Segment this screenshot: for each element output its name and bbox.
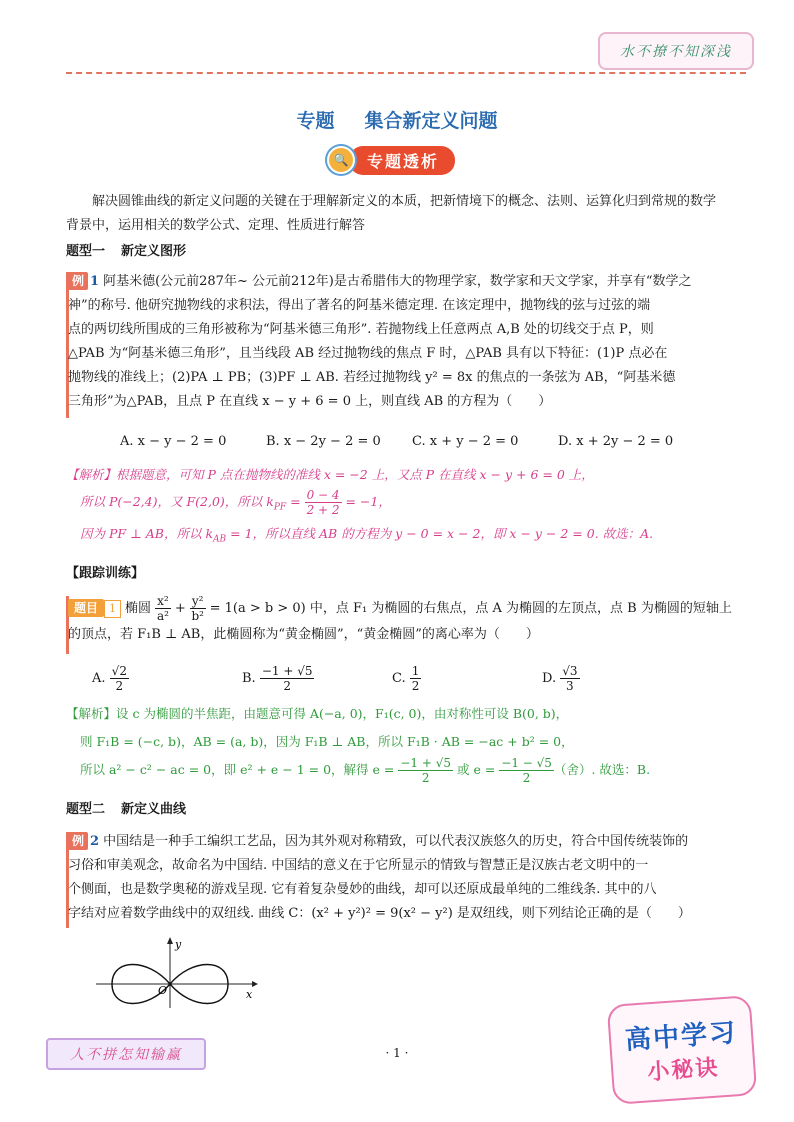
option-c: C. x + y − 2 = 0: [412, 434, 519, 449]
option-a: A. x − y − 2 = 0: [120, 434, 227, 449]
task-1: [68, 594, 732, 647]
x-label: x: [246, 988, 253, 1001]
example-1-line-2: 神”的称号. 他研究抛物线的求积法，得出了著名的阿基米德定理. 在该定理中，抛物线的弦与过弦的端: [68, 298, 651, 313]
option-d: D. x + 2y − 2 = 0: [558, 434, 674, 449]
section-banner: [327, 146, 455, 174]
example-1-line-4: △PAB 为“阿基米德三角形”，且当线段 AB 经过抛物线的焦点 F 时，△PAB 具有以下特征：(1)P 点必在: [68, 346, 668, 361]
example-2: [68, 830, 732, 926]
example-number: 1: [90, 274, 100, 289]
intro-paragraph: [66, 190, 732, 238]
example-label: 例: [68, 272, 88, 290]
x-fraction: $\frac{\text{x²}}{\text{a²}}$: [156, 594, 169, 623]
page-number: · 1 ·: [385, 1046, 409, 1060]
option-b: B. x − 2y − 2 = 0: [266, 434, 381, 449]
example-number: 2: [90, 834, 100, 849]
task-1-line-2: 的顶点，若 F₁B ⊥ AB，此椭圆称为“黄金椭圆”，“黄金椭圆”的离心率为（ ）: [68, 627, 539, 642]
task-option-c: C. $\frac{1}{2}$: [392, 664, 420, 693]
x-axis-arrow: [252, 981, 258, 987]
example-2-line-2: 习俗和审美观念，故命名为中国结. 中国结的意义在于它所显示的情致与智慧正是汉族古老文明中的一: [68, 858, 649, 873]
section-1-label: 题型一: [66, 244, 106, 259]
slope-fraction: $\frac{0 - 4}{2 + 2}$: [306, 488, 340, 517]
task-solution-line-1: 【解析】设 c 为椭圆的半焦距，由题意可得 A(−a, 0)，F₁(c, 0)，由对称性可设 B(0, b)，: [66, 706, 569, 721]
page-title: [0, 106, 794, 133]
task-number: 1: [104, 600, 121, 618]
example-1-options: [120, 434, 720, 449]
header-badge: 水不撩不知深浅: [598, 32, 754, 70]
example-2-line-3: 个侧面，也是数学奥秘的游戏呈现. 它有着复杂曼妙的曲线，却可以还原成最单纯的二维线条. 其中的八: [68, 882, 657, 897]
y-fraction: $\frac{\text{y²}}{\text{b²}}$: [191, 594, 204, 623]
solution-line-3: 因为 PF ⊥ AB，所以 $k_{AB} = 1$，所以直线 AB 的方程为 y − 0 = x − 2，即 x − y − 2 = 0. 故选：A.: [80, 525, 654, 544]
section-2-heading: [66, 798, 732, 822]
example-1-line-5: 抛物线的准线上；(2)PA ⊥ PB；(3)PF ⊥ AB. 若经过抛物线 y² = 8x 的焦点的一条弦为 AB，“阿基米德: [68, 370, 676, 385]
section-1-name: 新定义图形: [121, 244, 187, 259]
title-part1: 专题: [296, 110, 335, 132]
follow-heading: 【跟踪训练】: [66, 566, 145, 581]
intro-line-1: 解决圆锥曲线的新定义问题的关键在于理解新定义的本质，把新情境下的概念、法则、运算化归到常规的数学: [92, 194, 717, 209]
task-solution-line-2: 则 F₁B = (−c, b)，AB = (a, b)，因为 F₁B ⊥ AB，所以 F₁B · AB = −ac + b² = 0，: [80, 734, 574, 749]
example-1-line-6: 三角形”为△PAB，且点 P 在直线 x − y + 6 = 0 上，则直线 AB 的方程为（ ）: [68, 394, 552, 409]
example-1-solution: [66, 462, 732, 552]
task-solution-line-3: 所以 a² − c² − ac = 0，即 e² + e − 1 = 0，解得 e = $\frac{-1 + √5}{2}$ 或 e = $\frac{-1 - √5}{2}$ （舍）. 故选：B.: [80, 756, 651, 785]
solution-line-1: 【解析】根据题意，可知 P 点在抛物线的准线 x = −2 上，又点 P 在直线 x − y + 6 = 0 上，: [66, 467, 594, 482]
example-1: [68, 270, 732, 414]
stamp-line-2: 小秘诀: [646, 1055, 721, 1086]
section-2-label: 题型二: [66, 802, 106, 817]
section-2-name: 新定义曲线: [121, 802, 187, 817]
example-2-line-1: 例 2 中国结是一种手工编织工艺品，因为其外观对称精致，可以代表汉族悠久的历史，符合中国传统装饰的: [68, 830, 732, 854]
intro-line-2: 背景中，运用相关的数学公式、定理、性质进行解答: [66, 218, 366, 233]
example-1-line-3: 点的两切线所围成的三角形被称为“阿基米德三角形”. 若抛物线上任意两点 A,B 处的切线交于点 P，则: [68, 322, 654, 337]
y-label: y: [175, 938, 182, 951]
task-1-solution: [66, 700, 732, 785]
footer-motto: 人不拼怎知输赢: [46, 1038, 206, 1070]
magnifier-icon: 🔍: [327, 146, 355, 174]
task-option-a: A. $\frac{√2}{2}$: [92, 664, 127, 693]
task-option-d: D. $\frac{√3}{3}$: [542, 664, 578, 693]
study-tips-stamp: [607, 995, 758, 1105]
example-1-line-1: [68, 270, 732, 294]
banner-text: 专题透析: [349, 146, 455, 175]
task-option-b: B. $\frac{-1 + √5}{2}$: [242, 664, 313, 693]
example-text: 阿基米德(公元前287年~ 公元前212年)是古希腊伟大的物理学家，数学家和天文学家，并享有“数学之: [103, 274, 692, 289]
title-part2: 集合新定义问题: [364, 110, 498, 132]
task-1-options: [92, 664, 712, 693]
y-axis-arrow: [167, 937, 173, 944]
example-2-line-4: 字结对应着数学曲线中的双纽线. 曲线 C：(x² + y²)² = 9(x² − y²) 是双纽线，则下列结论正确的是（ ）: [68, 906, 691, 921]
origin-label: O: [158, 984, 168, 997]
task-label: 题目: [68, 599, 104, 617]
lemniscate-figure: [92, 932, 262, 1012]
example-label: 例: [68, 832, 88, 850]
section-1-heading: [66, 240, 732, 264]
stamp-line-1: 高中学习: [624, 1018, 739, 1056]
task-1-line-1: 题目 1 椭圆 $\frac{\text{x²}}{\text{a²}}$ + $\frac{\text{y²}}{\text{b²}}$ = 1(a > b > 0) 中，点 F₁ 为椭圆的右焦点，点 A 为椭圆的左顶点，点 B 为椭圆的短轴上: [68, 594, 732, 623]
header-divider: [66, 72, 746, 74]
solution-line-2: 所以 P(−2,4)，又 F(2,0)，所以 $k_{PF}$ = $\frac{0 - 4}{2 + 2}$ = −1，: [80, 488, 391, 517]
